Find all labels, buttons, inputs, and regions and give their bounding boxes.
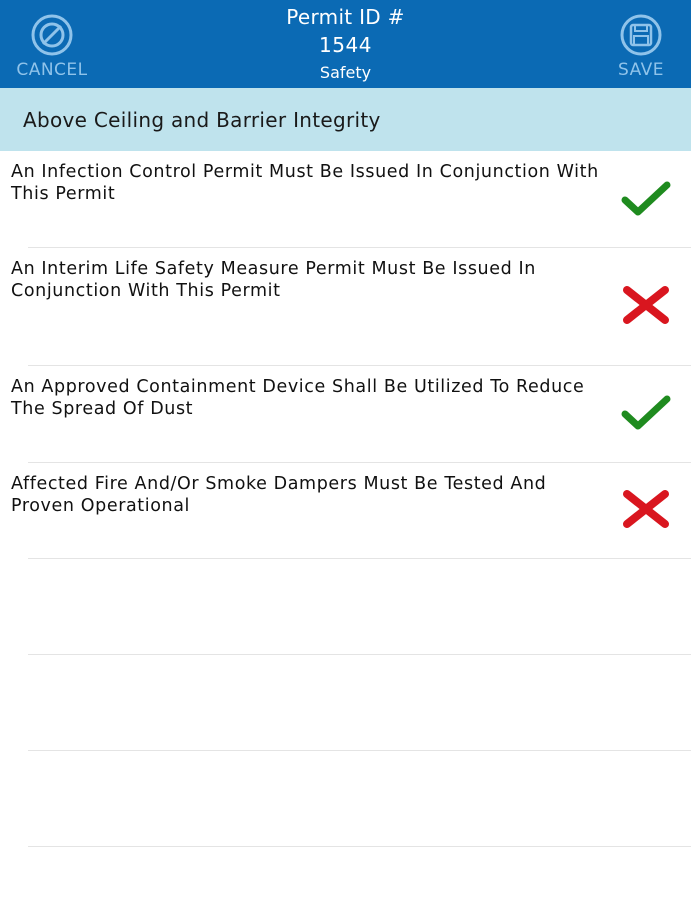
section-title: Above Ceiling and Barrier Integrity [23,108,381,132]
checklist-item [0,248,691,365]
checklist-item-text: An Infection Control Permit Must Be Issued In Conjunction With This Permit [11,162,599,204]
row-divider [28,558,691,559]
checklist-item-text: Affected Fire And/Or Smoke Dampers Must Be Tested And Proven Operational [11,474,547,516]
checklist-item [0,366,691,462]
check-icon[interactable] [621,393,671,433]
cross-icon[interactable] [621,489,671,529]
permit-id-label: Permit ID # [286,5,405,29]
row-divider [28,654,691,655]
cross-icon[interactable] [621,285,671,325]
permit-id-number: 1544 [319,33,372,57]
cancel-button[interactable] [2,0,102,88]
checklist-item-text: An Approved Containment Device Shall Be Utilized To Reduce The Spread Of Dust [11,377,585,419]
check-icon[interactable] [621,179,671,219]
row-divider [28,750,691,751]
checklist-item [0,463,691,558]
cancel-label: CANCEL [16,60,88,80]
row-divider [28,846,691,847]
save-label: SAVE [617,60,665,80]
save-icon [615,13,667,57]
checklist-item [0,151,691,247]
top-bar [0,0,691,88]
cancel-icon [26,13,78,57]
page-subtitle: Safety [319,63,372,82]
checklist-item-text: An Interim Life Safety Measure Permit Must Be Issued In Conjunction With This Permit [11,259,536,301]
save-button[interactable] [591,0,691,88]
section-header [0,88,691,151]
